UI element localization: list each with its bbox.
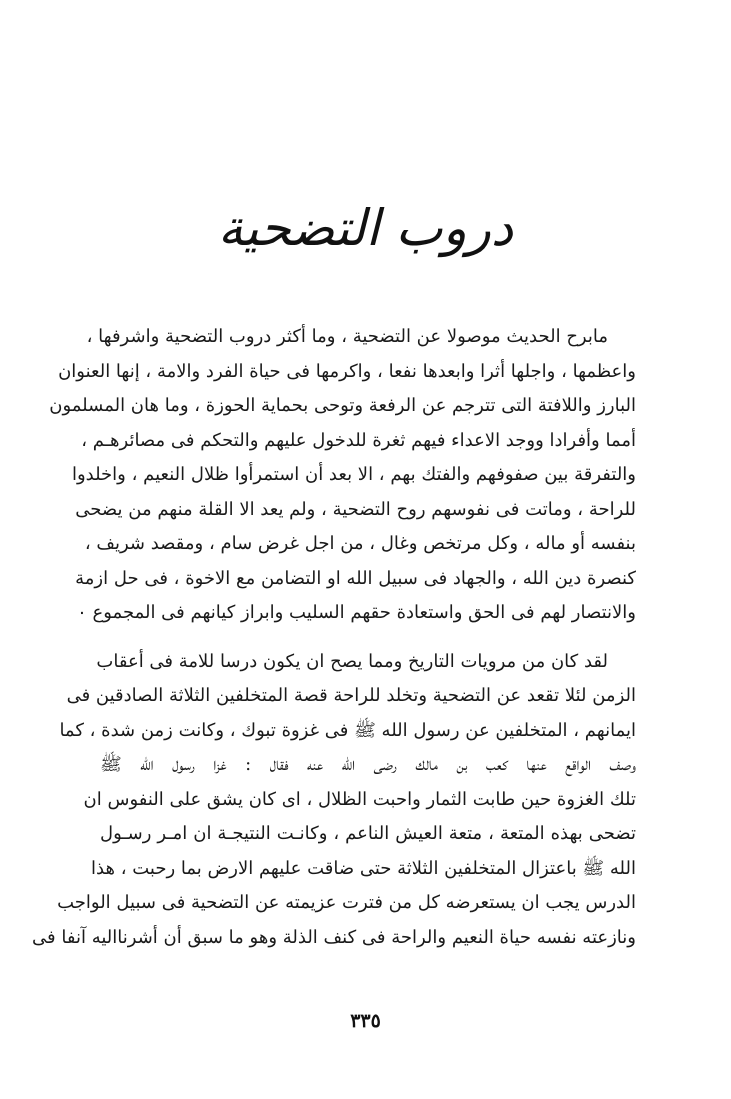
text-line: تضحى بهذه المتعة ، متعة العيش الناعم ، وكانـت النتيجـة ان امـر رسـول [100, 823, 636, 844]
text-line: الدرس يجب ان يستعرضه كل من فترت عزيمته عن التضحية فى سبيل الواجب [57, 892, 636, 913]
paragraph-1 [49, 320, 636, 631]
text-line: لقد كان من مرويات التاريخ ومما يصح ان يكون درسا للامة فى أعقاب [96, 650, 608, 672]
chapter-title: دروب التضحية [217, 199, 514, 257]
text-line: أمما وأفرادا ووجد الاعداء فيهم ثغرة للدخول عليهم والتحكم فى مصائرهـم ، [81, 429, 636, 451]
text-line: الزمن لئلا تقعد عن التضحية وتخلد للراحة قصة المتخلفين الثلاثة الصادقين فى [66, 685, 636, 706]
text-line: ونازعته نفسه حياة النعيم والراحة فى كنف الذلة وهو ما سبق أن أشرنااليه آنفا فى [32, 926, 636, 948]
text-line: للراحة ، وماتت فى نفوسهم روح التضحية ، ولم يعد الا القلة منهم من يضحى [75, 498, 636, 520]
text-line: والانتصار لهم فى الحق واستعادة حقهم السليب وابراز كيانهم فى المجموع ٠ [77, 602, 636, 623]
text-line: واعظمها ، واجلها أثرا وابعدها نفعا ، واكرمها فى حياة الفرد والامة ، إنها العنوان [58, 360, 636, 382]
body-text [32, 320, 636, 955]
page-number: ٣٣٥ [350, 1010, 381, 1032]
text-line: ايمانهم ، المتخلفين عن رسول الله ﷺ فى غزوة تبوك ، وكانت زمن شدة ، كما [59, 719, 636, 741]
text-line: مابرح الحديث موصولا عن التضحية ، وما أكثر دروب التضحية واشرفها ، [86, 326, 608, 347]
text-line: بنفسه أو ماله ، وكل مرتخص وغال ، من اجل غرض سام ، ومقصد شريف ، [84, 533, 636, 554]
text-line: والتفرقة بين صفوفهم والفتك بهم ، الا بعد أن استمرأوا ظلال النعيم ، واخلدوا [71, 464, 636, 485]
paragraph-spacer [100, 631, 636, 645]
paragraph-2 [32, 645, 636, 956]
text-line: البارز واللافتة التى تترجم عن الرفعة وتوحى بحماية الحوزة ، وما هان المسلمون [49, 395, 636, 416]
text-line: وصف الواقع عنها كعب بن مالك رضى الله عنه فقال : غزا رسول الله ﷺ [100, 754, 636, 775]
text-line: كنصرة دين الله ، والجهاد فى سبيل الله او التضامن مع الاخوة ، فى حل ازمة [75, 567, 636, 589]
text-line: تلك الغزوة حين طابت الثمار واحبت الظلال ، اى كان يشق على النفوس ان [83, 788, 636, 810]
text-line: الله ﷺ باعتزال المتخلفين الثلاثة حتى ضاقت عليهم الارض بما رحبت ، هذا [91, 857, 636, 879]
